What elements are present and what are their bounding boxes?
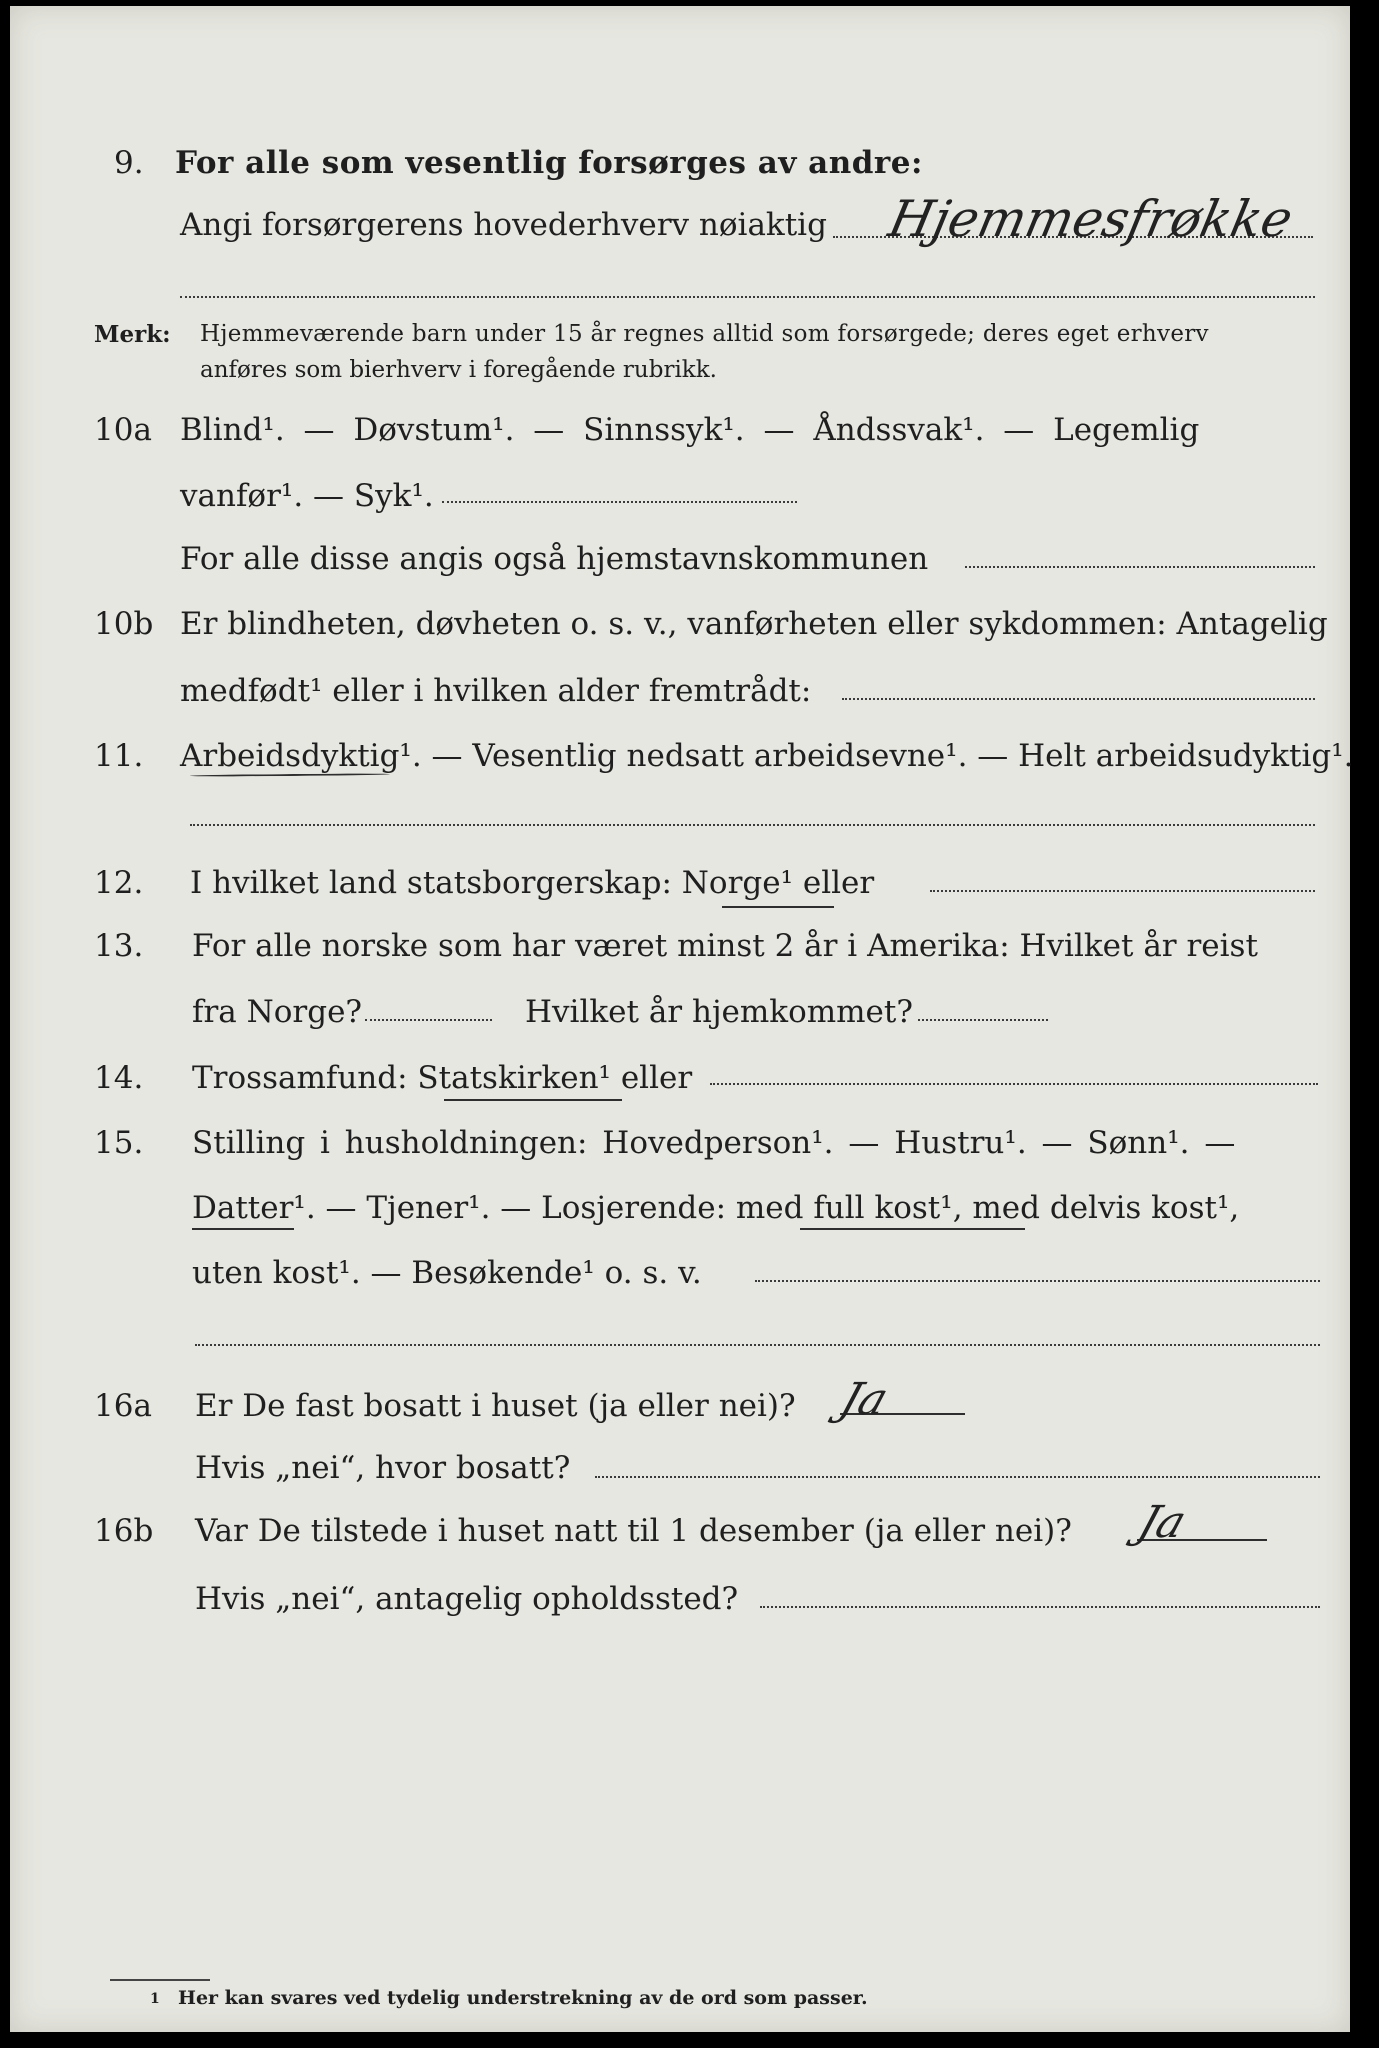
q9-extra-line bbox=[180, 296, 1315, 298]
q10b-answer-line bbox=[842, 698, 1315, 700]
q10a-line1: Blind¹. — Døvstum¹. — Sinnssyk¹. — Åndssvak¹. — Legemlig bbox=[180, 412, 1200, 448]
q16a-number: 16a bbox=[94, 1388, 152, 1424]
q14-answer-line bbox=[710, 1083, 1318, 1085]
q10a-hjemstavn-line bbox=[965, 566, 1315, 568]
q9-number: 9. bbox=[114, 145, 144, 181]
q10a-line2: vanfør¹. — Syk¹. bbox=[180, 478, 434, 514]
q16b-handwritten-answer: Ja bbox=[1131, 1497, 1193, 1548]
census-form-page bbox=[10, 6, 1354, 2032]
q14-statskirken-underline bbox=[444, 1099, 622, 1101]
q16b-number: 16b bbox=[94, 1513, 154, 1549]
q9-line1: For alle som vesentlig forsørges av andre: bbox=[175, 145, 923, 181]
q10a-number: 10a bbox=[94, 412, 152, 448]
q10a-syk-line bbox=[442, 501, 797, 503]
q16b-line2: Hvis „nei“, antagelig opholdssted? bbox=[195, 1581, 739, 1617]
q16a-handwritten-answer: Ja bbox=[833, 1374, 895, 1425]
merk-line1: Hjemmeværende barn under 15 år regnes alltid som forsørgede; deres eget erhverv bbox=[200, 321, 1209, 347]
q10a-line3: For alle disse angis også hjemstavnskommunen bbox=[180, 541, 929, 577]
q11-number: 11. bbox=[94, 738, 144, 774]
footnote-rule bbox=[110, 1979, 210, 1981]
q16b-opholdssted-line bbox=[760, 1606, 1320, 1608]
q9-handwritten-answer: Hjemmesfrøkke bbox=[883, 190, 1298, 248]
q14-line1: Trossamfund: Statskirken¹ eller bbox=[192, 1060, 693, 1096]
q15-line1: Stilling i husholdningen: Hovedperson¹. — Hustru¹. — Sønn¹. — bbox=[192, 1125, 1236, 1161]
q15-full-kost-underline bbox=[800, 1228, 1025, 1230]
q15-datter-underline bbox=[192, 1228, 294, 1230]
q14-number: 14. bbox=[94, 1060, 144, 1096]
q15-extra-line bbox=[195, 1344, 1320, 1346]
q9-line2: Angi forsørgerens hovederhverv nøiaktig bbox=[180, 207, 827, 243]
q16a-bosatt-line bbox=[595, 1476, 1320, 1478]
q12-norge-underline bbox=[722, 906, 834, 908]
q11-line1: Arbeidsdyktig¹. — Vesentlig nedsatt arbeidsevne¹. — Helt arbeidsudyktig¹. bbox=[180, 738, 1354, 774]
q10b-number: 10b bbox=[94, 606, 154, 642]
q13-line2b: Hvilket år hjemkommet? bbox=[525, 994, 913, 1030]
q13-hjemkommet-line bbox=[918, 1019, 1048, 1021]
q13-line2a: fra Norge? bbox=[192, 994, 363, 1030]
footnote-mark: 1 bbox=[150, 1991, 160, 2007]
q12-line1: I hvilket land statsborgerskap: Norge¹ eller bbox=[190, 865, 875, 901]
q10b-line1: Er blindheten, døvheten o. s. v., vanførheten eller sykdommen: Antagelig bbox=[180, 606, 1328, 642]
q15-line2: Datter¹. — Tjener¹. — Losjerende: med full kost¹, med delvis kost¹, bbox=[192, 1190, 1240, 1226]
q16a-line2: Hvis „nei“, hvor bosatt? bbox=[195, 1450, 571, 1486]
q13-reist-line bbox=[365, 1019, 492, 1021]
q16a-line1: Er De fast bosatt i huset (ja eller nei)? bbox=[195, 1388, 796, 1424]
q15-line3: uten kost¹. — Besøkende¹ o. s. v. bbox=[192, 1255, 702, 1291]
q12-answer-line bbox=[930, 890, 1315, 892]
q11-extra-line bbox=[190, 824, 1315, 826]
q16b-line1: Var De tilstede i huset natt til 1 desember (ja eller nei)? bbox=[195, 1513, 1072, 1549]
merk-line2: anføres som bierhverv i foregående rubrikk. bbox=[200, 357, 717, 383]
q13-line1: For alle norske som har været minst 2 år i Amerika: Hvilket år reist bbox=[192, 928, 1258, 964]
q15-answer-line bbox=[755, 1280, 1320, 1282]
q13-number: 13. bbox=[94, 928, 144, 964]
q15-number: 15. bbox=[94, 1125, 144, 1161]
q10b-line2: medfødt¹ eller i hvilken alder fremtrådt: bbox=[180, 673, 812, 709]
footnote-text: Her kan svares ved tydelig understrekning av de ord som passer. bbox=[178, 1987, 868, 2009]
q12-number: 12. bbox=[94, 865, 144, 901]
merk-label: Merk: bbox=[94, 321, 171, 348]
